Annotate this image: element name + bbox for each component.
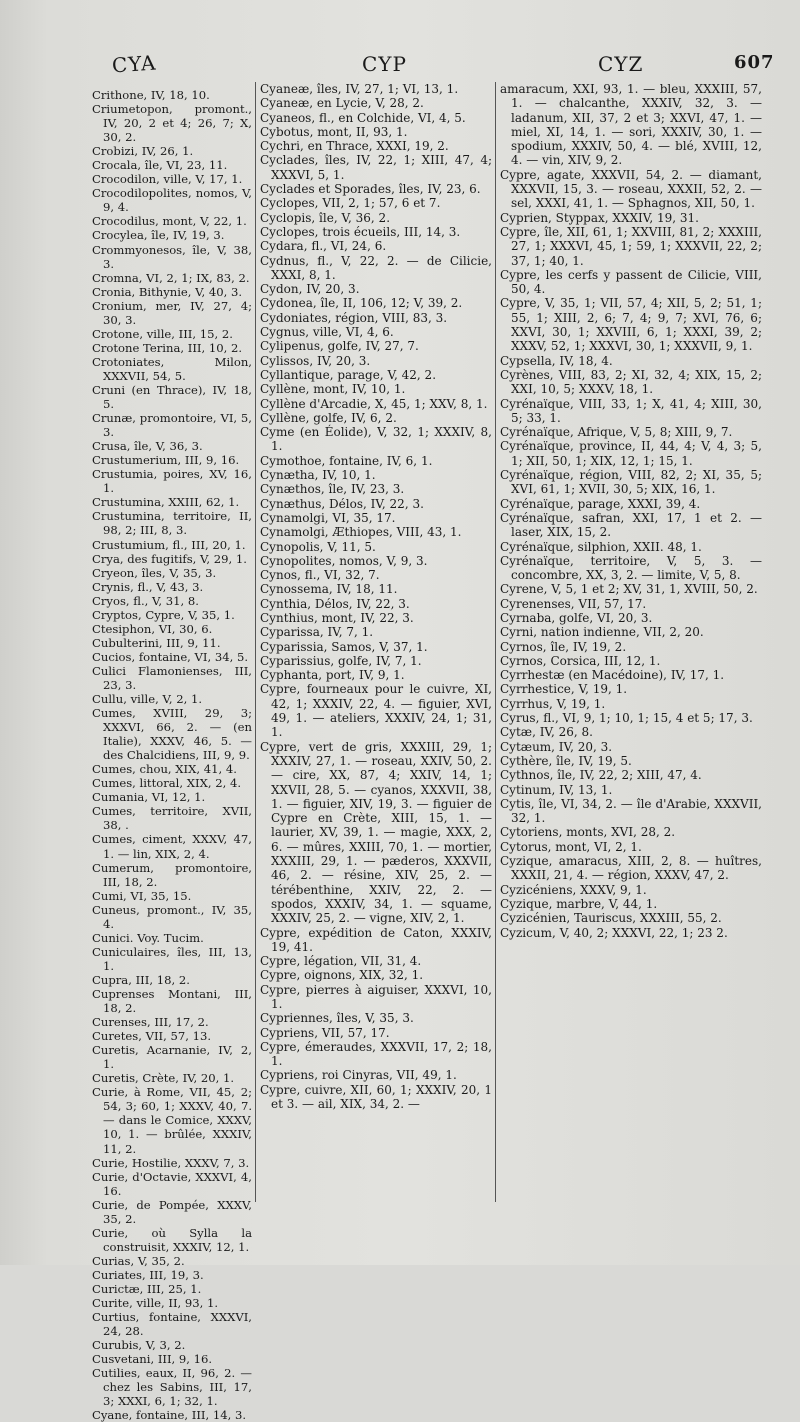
index-entry: Cunici. Voy. Tucim.: [92, 930, 204, 945]
index-entry: Cuprenses Montani, III, 18, 2.: [92, 987, 252, 1016]
header-middle-guide-word: CYP: [362, 52, 407, 76]
index-entry: Crocodilon, ville, V, 17, 1.: [92, 172, 243, 187]
index-entry: Cynætha, IV, 10, 1.: [260, 468, 376, 483]
index-entry: Cychri, en Thrace, XXXI, 19, 2.: [260, 139, 449, 154]
index-entry: Cucios, fontaine, VI, 34, 5.: [92, 649, 249, 664]
index-entry: Crocylea, île, IV, 19, 3.: [92, 228, 225, 243]
index-entry: Cryeon, îles, V, 35, 3.: [92, 565, 217, 580]
index-entry: Cytæ, IV, 26, 8.: [500, 725, 593, 740]
index-entry: Cyrnaba, golfe, VI, 20, 3.: [500, 610, 653, 625]
index-entry: Crommyonesos, île, V, 38, 3.: [92, 242, 252, 271]
index-entry: Cypre, émeraudes, XXXVII, 17, 2; 18, 1.: [260, 1039, 492, 1069]
index-entry: Cypriens, VII, 57, 17.: [260, 1025, 390, 1040]
index-entry: Crya, des fugitifs, V, 29, 1.: [92, 551, 247, 566]
index-entry: Cyrénaïque, région, VIII, 82, 2; XI, 35, 5; XVI, 61, 1; XVII, 30, 5; XIX, 16, 1.: [500, 468, 762, 497]
index-entry: Cumes, ciment, XXXV, 47, 1. — lin, XIX, 2, 4.: [92, 832, 252, 861]
index-entry: Cyprien, Styppax, XXXIV, 19, 31.: [500, 210, 699, 225]
index-entry: Crustumina, territoire, II, 98, 2; III, 8, 3.: [92, 509, 252, 538]
index-entry: Cuniculaires, îles, III, 13, 1.: [92, 944, 252, 973]
index-entry: Cronium, mer, IV, 27, 4; 30, 3.: [92, 298, 252, 327]
index-entry: Crusa, île, V, 36, 3.: [92, 439, 203, 454]
index-entry: Cumes, littoral, XIX, 2, 4.: [92, 776, 242, 791]
index-entry: Crocala, île, VI, 23, 11.: [92, 158, 228, 173]
index-entry: Cyrrhestice, V, 19, 1.: [500, 682, 628, 697]
index-entry: Curetes, VII, 57, 13.: [92, 1029, 212, 1044]
index-entry: Crithone, IV, 18, 10.: [92, 88, 210, 102]
header-right-guide-word: CYZ: [598, 52, 644, 76]
index-entry: Cyparissius, golfe, IV, 7, 1.: [260, 653, 422, 668]
index-entry: Crunæ, promontoire, VI, 5, 3.: [92, 411, 252, 440]
index-entry: Cypre, pierres à aiguiser, XXXVI, 10, 1.: [260, 982, 492, 1011]
index-entry: Cyparissia, Samos, V, 37, 1.: [260, 639, 428, 654]
index-entry: Crustumerium, III, 9, 16.: [92, 453, 240, 468]
index-entry: Cyzicénien, Tauriscus, XXXIII, 55, 2.: [500, 911, 722, 926]
index-entry: Cumerum, promontoire, III, 18, 2.: [92, 860, 252, 889]
index-entry: Cynopolis, V, 11, 5.: [260, 539, 376, 554]
index-entry: Cypre, les cerfs y passent de Cilicie, VIII, 50, 4.: [500, 267, 762, 297]
index-entry: Cyllène, golfe, IV, 6, 2.: [260, 410, 397, 425]
index-entry: Cypre, cuivre, XII, 60, 1; XXXIV, 20, 1 et 3. — ail, XIX, 34, 2. —: [260, 1082, 492, 1112]
index-entry: Cynæthus, Délos, IV, 22, 3.: [260, 496, 424, 511]
header-left-guide-word: CYA: [111, 50, 158, 78]
index-entry: Cyrénaïque, VIII, 33, 1; X, 41, 4; XIII, 30, 5; 33, 1.: [500, 396, 762, 425]
index-entry: Cybotus, mont, II, 93, 1.: [260, 124, 408, 139]
index-entry: Cyllène d'Arcadie, X, 45, 1; XXV, 8, 1.: [260, 396, 488, 411]
index-entry: Curenses, III, 17, 2.: [92, 1015, 209, 1030]
running-header: [0, 52, 800, 78]
index-entry: Cylipenus, golfe, IV, 27, 7.: [260, 339, 419, 354]
index-entry: Cythère, île, IV, 19, 5.: [500, 753, 632, 768]
index-entry: Cynopolites, nomos, V, 9, 3.: [260, 553, 428, 568]
index-entry: Curtius, fontaine, XXXVI, 24, 28.: [92, 1310, 252, 1339]
index-entry: Cytorus, mont, VI, 2, 1.: [500, 839, 642, 854]
index-entry: Cytæum, IV, 20, 3.: [500, 739, 613, 754]
index-column-1: [92, 88, 252, 1422]
index-entry: Cypsella, IV, 18, 4.: [500, 353, 613, 368]
index-entry: Cyrus, fl., VI, 9, 1; 10, 1; 15, 4 et 5; 17, 3.: [500, 711, 753, 726]
index-entry: Curetis, Acarnanie, IV, 2, 1.: [92, 1043, 252, 1072]
index-entry: Cypriennes, îles, V, 35, 3.: [260, 1011, 414, 1026]
index-entry: Cypre, légation, VII, 31, 4.: [260, 954, 422, 969]
index-entry: Crotoniates, Milon, XXXVII, 54, 5.: [92, 354, 252, 383]
index-entry: Cyzique, marbre, V, 44, 1.: [500, 896, 658, 911]
index-entry: Curie, où Sylla la construisit, XXXIV, 12, 1.: [92, 1225, 252, 1254]
index-entry: Cypre, oignons, XIX, 32, 1.: [260, 968, 424, 983]
index-entry: Cyllène, mont, IV, 10, 1.: [260, 382, 406, 397]
index-entry: Cubulterini, III, 9, 11.: [92, 635, 221, 650]
index-entry: Cyclopes, VII, 2, 1; 57, 6 et 7.: [260, 196, 441, 211]
index-entry: Cumes, chou, XIX, 41, 4.: [92, 762, 237, 777]
index-entry: Cyrénaïque, province, II, 44, 4; V, 4, 3; 5, 1; XII, 50, 1; XIX, 12, 1; 15, 1.: [500, 439, 762, 468]
index-entry: Cypriens, roi Cinyras, VII, 49, 1.: [260, 1068, 457, 1083]
index-entry: Cyzique, amaracus, XIII, 2, 8. — huîtres, XXXII, 21, 4. — région, XXXV, 47, 2.: [500, 854, 762, 883]
index-entry: Cymothoe, fontaine, IV, 6, 1.: [260, 453, 433, 468]
index-entry: Cypre, île, XII, 61, 1; XXVIII, 81, 2; XXXIII, 27, 1; XXXVI, 45, 1; 59, 1; XXXVII, 22, 2; 37, 1; 40, 1.: [500, 224, 762, 268]
index-entry: Crustumium, fl., III, 20, 1.: [92, 537, 246, 552]
index-entry: Cydon, IV, 20, 3.: [260, 282, 360, 297]
index-entry: amaracum, XXI, 93, 1. — bleu, XXXIII, 57, 1. — chalcanthe, XXXIV, 32, 3. — ladanum, XII, 37, 2 et 3; XXVI, 47, 1. — miel, XI, 14, 1. — sori, XXXIV, 30, 1. — spodium, XXXIV, 50, 4. — blé, XVIII, 12, 4. — vin, XIV, 9, 2.: [500, 82, 762, 168]
index-entry: Curetis, Crète, IV, 20, 1.: [92, 1071, 235, 1086]
index-entry: Crustumia, poires, XV, 16, 1.: [92, 467, 252, 496]
index-entry: Cupra, III, 18, 2.: [92, 972, 190, 987]
index-entry: Cyrénaïque, parage, XXXI, 39, 4.: [500, 496, 701, 511]
index-entry: Cyzicéniens, XXXV, 9, 1.: [500, 882, 647, 897]
index-entry: Cronia, Bithynie, V, 40, 3.: [92, 284, 243, 299]
index-entry: Cyclades et Sporades, îles, IV, 23, 6.: [260, 182, 481, 197]
index-entry: Cypre, agate, XXXVII, 54, 2. — diamant, XXXVII, 15, 3. — roseau, XXXII, 52, 2. — sel, XXXI, 41, 1. — Sphagnos, XII, 50, 1.: [500, 167, 762, 211]
index-entry: Cyrénaïque, silphion, XXII. 48, 1.: [500, 539, 702, 554]
index-entry: Cumes, territoire, XVII, 38, .: [92, 804, 252, 833]
column-rule-right: [495, 82, 496, 1202]
index-entry: Cynamolgi, VI, 35, 17.: [260, 510, 396, 525]
index-entry: Cyclades, îles, IV, 22, 1; XIII, 47, 4; XXXVI, 5, 1.: [260, 153, 492, 182]
index-entry: Cruni (en Thrace), IV, 18, 5.: [92, 382, 252, 412]
index-entry: Cryptos, Cypre, V, 35, 1.: [92, 607, 235, 622]
index-entry: Curie, d'Octavie, XXXVI, 4, 16.: [92, 1169, 252, 1198]
index-entry: Cynossema, IV, 18, 11.: [260, 582, 398, 597]
index-entry: Cyrrhus, V, 19, 1.: [500, 696, 606, 711]
index-entry: Crobizi, IV, 26, 1.: [92, 144, 194, 159]
index-entry: Cyrénaïque, Afrique, V, 5, 8; XIII, 9, 7.: [500, 425, 733, 440]
index-entry: Cyrnos, île, IV, 19, 2.: [500, 639, 627, 654]
index-entry: Curubis, V, 3, 2.: [92, 1338, 186, 1353]
index-entry: Cylissos, IV, 20, 3.: [260, 353, 371, 368]
page-number: 607: [734, 52, 775, 73]
index-entry: Cynthius, mont, IV, 22, 3.: [260, 610, 414, 625]
index-entry: Cyzicum, V, 40, 2; XXXVI, 22, 1; 23 2.: [500, 925, 728, 940]
index-entry: Cyphanta, port, IV, 9, 1.: [260, 668, 405, 683]
index-entry: Cyclopes, trois écueils, III, 14, 3.: [260, 224, 461, 239]
index-entry: Cydnus, fl., V, 22, 2. — de Cilicie, XXXI, 8, 1.: [260, 253, 492, 282]
index-entry: Crocodilus, mont, V, 22, 1.: [92, 214, 247, 229]
index-entry: Curias, V, 35, 2.: [92, 1253, 185, 1268]
index-entry: Cyane, fontaine, III, 14, 3.: [92, 1408, 247, 1422]
index-entry: Cyclopis, île, V, 36, 2.: [260, 210, 391, 225]
index-entry: Cypre, V, 35, 1; VII, 57, 4; XII, 5, 2; 51, 1; 55, 1; XIII, 2, 6; 7, 4; 9, 7; XVI, 76, 6; XXVI, 30, 1; XXVIII, 6, 1; XXXI, 39, 2; XXXV, 52, 1; XXXVI, 30, 1; XXXVII, 9, 1.: [500, 296, 762, 354]
index-entry: Cythnos, île, IV, 22, 2; XIII, 47, 4.: [500, 768, 702, 783]
index-entry: Criumetopon, promont., IV, 20, 2 et 4; 26, 7; X, 30, 2.: [92, 102, 252, 145]
index-entry: Cypre, fourneaux pour le cuivre, XI, 42, 1; XXXIV, 22, 4. — figuier, XVI, 49, 1. — ateliers, XXXIV, 24, 1; 31, 1.: [260, 682, 492, 740]
index-entry: Curie, Hostilie, XXXV, 7, 3.: [92, 1155, 250, 1170]
index-entry: Cyrni, nation indienne, VII, 2, 20.: [500, 625, 704, 640]
index-entry: Cypre, vert de gris, XXXIII, 29, 1; XXXIV, 27, 1. — roseau, XXIV, 50, 2. — cire, XX, 87, 4; XXIV, 14, 1; XXVII, 28, 5. — cyanos, XXXVII, 38, 1. — figuier, XIV, 19, 3. — figuier de Cypre en Crète, XIII, 15, 1. — laurier, XV, 39, 1. — magie, XXX, 2, 6. — mûres, XXIII, 70, 1. — mortier, XXXIII, 29, 1. — pæderos, XXXVII, 46, 2. — résine, XIV, 25, 2. — térébenthine, XXIV, 22, 2. — spodos, XXXIV, 34, 1. — squame, XXXIV, 25, 2. — vigne, XIV, 2, 1.: [260, 739, 492, 926]
index-entry: Cyrènes, VIII, 83, 2; XI, 32, 4; XIX, 15, 2; XXI, 10, 5; XXXV, 18, 1.: [500, 367, 762, 397]
index-entry: Cynos, fl., VI, 32, 7.: [260, 568, 380, 583]
index-entry: Cuneus, promont., IV, 35, 4.: [92, 902, 252, 931]
index-entry: Cydara, fl., VI, 24, 6.: [260, 239, 387, 254]
index-entry: Cyaneos, fl., en Colchide, VI, 4, 5.: [260, 110, 466, 125]
index-entry: Crotone, ville, III, 15, 2.: [92, 326, 233, 341]
index-entry: Cydoniates, région, VIII, 83, 3.: [260, 310, 448, 325]
index-entry: Cryos, fl., V, 31, 8.: [92, 593, 199, 608]
index-column-2: [260, 82, 492, 1111]
index-entry: Cygnus, ville, VI, 4, 6.: [260, 325, 394, 340]
index-entry: Cytoriens, monts, XVI, 28, 2.: [500, 825, 676, 840]
index-entry: Cynthia, Délos, IV, 22, 3.: [260, 596, 410, 611]
index-entry: Crotone Terina, III, 10, 2.: [92, 340, 243, 355]
index-entry: Culici Flamonienses, III, 23, 3.: [92, 663, 252, 692]
index-entry: Cumes, XVIII, 29, 3; XXXVI, 66, 2. — (en Italie), XXXV, 46, 5. — des Chalcidiens, III, 9, 9.: [92, 706, 252, 763]
index-entry: Cyme (en Éolide), V, 32, 1; XXXIV, 8, 1.: [260, 425, 492, 454]
column-rule-left: [255, 82, 256, 1202]
index-entry: Cyaneæ, îles, IV, 27, 1; VI, 13, 1.: [260, 82, 459, 96]
index-entry: Cyllantique, parage, V, 42, 2.: [260, 367, 437, 382]
index-entry: Cytis, île, VI, 34, 2. — île d'Arabie, XXXVII, 32, 1.: [500, 796, 762, 826]
index-entry: Cutilies, eaux, II, 96, 2. — chez les Sabins, III, 17, 3; XXXI, 6, 1; 32, 1.: [92, 1366, 252, 1409]
index-entry: Curictæ, III, 25, 1.: [92, 1281, 202, 1296]
index-entry: Cydonea, île, II, 106, 12; V, 39, 2.: [260, 296, 463, 311]
index-entry: Cusvetani, III, 9, 16.: [92, 1352, 213, 1367]
index-entry: Cyrénaïque, safran, XXI, 17, 1 et 2. — laser, XIX, 15, 2.: [500, 510, 762, 540]
index-entry: Cyrene, V, 5, 1 et 2; XV, 31, 1, XVIII, 50, 2.: [500, 582, 758, 597]
index-entry: Cyaneæ, en Lycie, V, 28, 2.: [260, 96, 424, 111]
index-entry: Curite, ville, II, 93, 1.: [92, 1296, 219, 1311]
index-entry: Curie, à Rome, VII, 45, 2; 54, 3; 60, 1; XXXV, 40, 7. — dans le Comice, XXXV, 10, 1. — brûlée, XXXIV, 11, 2.: [92, 1085, 252, 1156]
index-entry: Cynamolgi, Æthiopes, VIII, 43, 1.: [260, 525, 462, 540]
index-entry: Curiates, III, 19, 3.: [92, 1267, 204, 1282]
index-entry: Cyrnos, Corsica, III, 12, 1.: [500, 653, 661, 668]
index-entry: Cumi, VI, 35, 15.: [92, 888, 192, 903]
index-entry: Cyrénaïque, territoire, V, 5, 3. — concombre, XX, 3, 2. — limite, V, 5, 8.: [500, 553, 762, 583]
index-entry: Cromna, VI, 2, 1; IX, 83, 2.: [92, 270, 250, 285]
index-entry: Crustumina, XXIII, 62, 1.: [92, 495, 240, 510]
index-entry: Ctesiphon, VI, 30, 6.: [92, 621, 213, 636]
index-entry: Curie, de Pompée, XXXV, 35, 2.: [92, 1197, 252, 1226]
index-entry: Cyrrhestæ (en Macédoine), IV, 17, 1.: [500, 668, 725, 683]
index-entry: Crynis, fl., V, 43, 3.: [92, 579, 204, 594]
index-column-3: [500, 82, 762, 940]
index-entry: Crocodilopolites, nomos, V, 9, 4.: [92, 186, 252, 215]
index-entry: Cumania, VI, 12, 1.: [92, 790, 206, 805]
index-entry: Cyrenenses, VII, 57, 17.: [500, 596, 647, 611]
index-entry: Cytinum, IV, 13, 1.: [500, 782, 613, 797]
index-entry: Cyparissa, IV, 7, 1.: [260, 625, 374, 640]
index-entry: Cullu, ville, V, 2, 1.: [92, 692, 203, 707]
index-entry: Cynæthos, île, IV, 23, 3.: [260, 482, 405, 497]
index-entry: Cypre, expédition de Caton, XXXIV, 19, 41.: [260, 925, 492, 954]
